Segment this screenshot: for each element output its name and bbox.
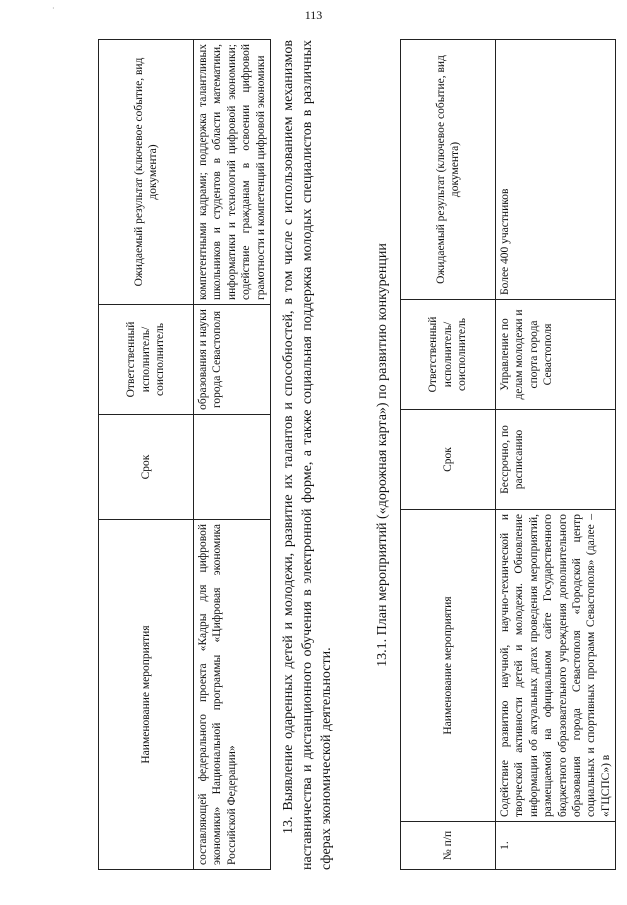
section-text: 13. Выявление одаренных детей и молодежи, развитие их талантов и способностей, в том числе с использованием механизмов наставничества и дистанционного обучения в электронной форме, а также социальная поддержка молодых специалистов в различных сферах экономической деятельности. [281, 40, 334, 870]
cell-executor: Управление по делам молодежи и спорта города Севастополя [496, 300, 616, 410]
subsection-title: 13.1. План мероприятий («дорожная карта») по развитию конкуренции [375, 243, 390, 667]
header-term: Срок [401, 410, 496, 510]
section-paragraph [280, 40, 337, 870]
corner-mark: · [52, 4, 55, 13]
header-name: Наименование мероприятия [99, 520, 194, 870]
header-executor: Ответственный исполнитель/ соисполнитель [401, 300, 496, 410]
table-row [194, 40, 271, 870]
cell-result: Более 400 участников [496, 40, 616, 300]
header-num: № п/п [401, 822, 496, 870]
cell-term: Бессрочно, по расписанию [496, 410, 616, 510]
rotated-page-content [98, 40, 618, 870]
header-executor: Ответственный исполнитель/ соисполнитель [99, 305, 194, 415]
table-row [496, 40, 616, 870]
header-name: Наименование мероприятия [401, 510, 496, 822]
header-term: Срок [99, 415, 194, 520]
table-header-row [401, 40, 496, 870]
cell-name: составляющей федерального проекта «Кадры для цифровой экономики» Национальной программы «Цифровая экономика Российской Федерации» [194, 520, 271, 870]
table-continuation [98, 39, 271, 870]
cell-num: 1. [496, 822, 616, 870]
roadmap-table [400, 39, 616, 870]
page-number: 113 [304, 8, 323, 22]
header-result: Ожидаемый результат (ключевое событие, вид документа) [401, 40, 496, 300]
cell-name: Содействие развитию научной, научно-технической и творческой активности детей и молодежи. Обновление информации об актуальных датах проведения мероприятий, размещаемой на официальном сайте Государственного бюджетного образовательного учреждения дополнительного образования города Севастополя «Городской центр социальных и спортивных программ Севастополя» (далее – «ГЦСПС») в [496, 510, 616, 822]
cell-result: компетентными кадрами; поддержка талантливых школьников и студентов в области математики, информатики и технологий цифровой экономики; содействие гражданам в освоении цифровой грамотности и компетенций цифровой экономики [194, 40, 271, 305]
header-result: Ожидаемый результат (ключевое событие, вид документа) [99, 40, 194, 305]
cell-executor: образования и науки города Севастополя [194, 305, 271, 415]
table-header-row [99, 40, 194, 870]
cell-term [194, 415, 271, 520]
